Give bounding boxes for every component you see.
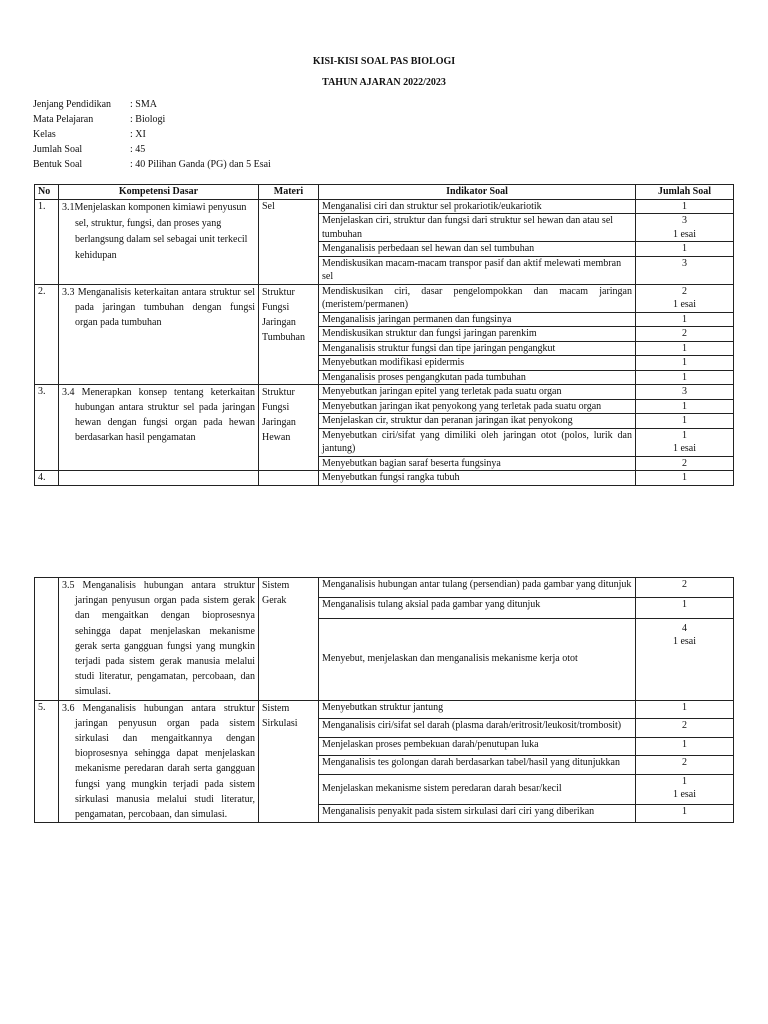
- row-number: 5.: [35, 700, 59, 823]
- indikator-cell: Menjelaskan proses pembekuan darah/penutupan luka: [319, 737, 636, 756]
- meta-label: Mata Pelajaran: [33, 114, 94, 125]
- jumlah-cell: [636, 341, 734, 356]
- indikator-cell: Menyebutkan bagian saraf beserta fungsinya: [319, 456, 636, 471]
- jumlah-pg: 3: [682, 215, 687, 226]
- indikator-cell: Menganalisis jaringan permanen dan fungsinya: [319, 312, 636, 327]
- materi-cell: Struktur Fungsi Jaringan Hewan: [259, 385, 319, 471]
- table-header-row: [35, 185, 734, 200]
- jumlah-pg: 1: [682, 200, 687, 212]
- jumlah-cell: [636, 414, 734, 429]
- jumlah-pg: 1: [682, 342, 687, 354]
- indikator-cell: Menyebutkan jaringan epitel yang terletak pada suatu organ: [319, 385, 636, 400]
- meta-label: Jumlah Soal: [33, 144, 83, 155]
- meta-row: [33, 157, 271, 172]
- jumlah-pg: 1: [682, 599, 687, 611]
- jumlah-pg: 1: [682, 313, 687, 325]
- kompetensi-dasar-cell: [59, 471, 259, 486]
- jumlah-pg: 2: [682, 457, 687, 469]
- jumlah-cell: [636, 312, 734, 327]
- jumlah-cell: [636, 774, 734, 804]
- jumlah-cell: [636, 199, 734, 214]
- indikator-cell: Mendiskusikan ciri, dasar pengelompokkan dan macam jaringan (meristem/permanen): [319, 284, 636, 312]
- document-title: KISI-KISI SOAL PAS BIOLOGI: [312, 56, 456, 67]
- jumlah-cell: [636, 756, 734, 775]
- indikator-cell: Menganalisis penyakit pada sistem sirkulasi dari ciri yang diberikan: [319, 804, 636, 823]
- jumlah-pg: 2: [682, 720, 687, 732]
- table-row: [35, 385, 734, 400]
- table-row: [35, 199, 734, 214]
- jumlah-pg: 2: [682, 757, 687, 769]
- row-number: 4.: [35, 471, 59, 486]
- row-number: 2.: [35, 284, 59, 385]
- materi-cell: Sistem Gerak: [259, 578, 319, 701]
- jumlah-cell: [636, 456, 734, 471]
- meta-label: Bentuk Soal: [33, 159, 83, 170]
- jumlah-pg: 3: [682, 257, 687, 269]
- jumlah-cell: [636, 598, 734, 618]
- indikator-cell: Menganalisis tes golongan darah berdasarkan tabel/hasil yang ditunjukkan: [319, 756, 636, 775]
- jumlah-pg: 1: [682, 357, 687, 368]
- indikator-cell: Menyebutkan fungsi rangka tubuh: [319, 471, 636, 486]
- jumlah-cell: [636, 471, 734, 486]
- indikator-cell: Menjelaskan cir, struktur dan peranan jaringan ikat penyokong: [319, 414, 636, 429]
- header-jumlah-soal: Jumlah Soal: [636, 185, 734, 200]
- jumlah-cell: [636, 385, 734, 400]
- jumlah-cell: [636, 737, 734, 756]
- jumlah-cell: [636, 578, 734, 598]
- jumlah-pg: 1: [682, 243, 687, 254]
- materi-cell: Sistem Sirkulasi: [259, 700, 319, 823]
- jumlah-pg: 1: [682, 472, 687, 483]
- table-row: [35, 284, 734, 312]
- jumlah-pg: 1: [682, 701, 687, 713]
- jumlah-pg: 2: [682, 285, 687, 297]
- jumlah-esai: 1 esai: [672, 443, 697, 454]
- jumlah-cell: [636, 700, 734, 719]
- meta-row: [33, 127, 271, 142]
- jumlah-cell: [636, 284, 734, 312]
- meta-label: Jenjang Pendidikan: [33, 99, 112, 110]
- jumlah-esai: 1 esai: [672, 789, 697, 801]
- row-number: [35, 578, 59, 701]
- indikator-cell: Menganalisis hubungan antar tulang (persendian) pada gambar yang ditunjuk: [319, 578, 636, 598]
- row-number: 1.: [35, 199, 59, 284]
- jumlah-cell: [636, 804, 734, 823]
- meta-value: : SMA: [130, 99, 157, 110]
- jumlah-cell: [636, 214, 734, 242]
- table-row: [35, 700, 734, 719]
- meta-row: [33, 97, 271, 112]
- meta-value: : 40 Pilihan Ganda (PG) dan 5 Esai: [130, 159, 271, 170]
- jumlah-pg: 2: [682, 328, 687, 339]
- indikator-cell: Mendiskusikan macam-macam transpor pasif dan aktif melewati membran sel: [319, 256, 636, 284]
- document-subtitle: TAHUN AJARAN 2022/2023: [322, 77, 446, 88]
- jumlah-esai: 1 esai: [672, 636, 697, 648]
- materi-cell: [259, 471, 319, 486]
- jumlah-esai: 1 esai: [672, 228, 697, 240]
- indikator-cell: Mendiskusikan struktur dan fungsi jaringan parenkim: [319, 327, 636, 342]
- jumlah-pg: 1: [682, 415, 687, 426]
- kisi-kisi-table-2: [34, 577, 734, 823]
- jumlah-cell: [636, 242, 734, 257]
- kompetensi-dasar-cell: 3.1Menjelaskan komponen kimiawi penyusun sel, struktur, fungsi, dan proses yang berlangsung dalam sel sebagai unit terkecil kehidupan: [59, 199, 259, 284]
- jumlah-esai: 1 esai: [672, 299, 697, 310]
- indikator-cell: Menganalisis proses pengangkutan pada tumbuhan: [319, 370, 636, 385]
- meta-row: [33, 112, 271, 127]
- kisi-kisi-table-1: [34, 184, 734, 486]
- jumlah-pg: 1: [682, 805, 687, 817]
- jumlah-pg: 1: [682, 738, 687, 750]
- meta-value: : 45: [130, 144, 146, 155]
- meta-value: : Biologi: [130, 114, 166, 125]
- kompetensi-dasar-cell: 3.5 Menganalisis hubungan antara struktur jaringan penyusun organ pada sistem gerak dan mengaitkan dengan bioprosesnya sehingga dapat menjelaskan mekanisme gerak serta gangguan fungsi yang mungkin terjadi pada sistem gerak manusia melalui studi literatur, pengamatan, percobaan, dan simulasi.: [59, 578, 259, 701]
- indikator-cell: Menyebutkan jaringan ikat penyokong yang terletak pada suatu organ: [319, 399, 636, 414]
- jumlah-pg: 4: [682, 622, 687, 634]
- kompetensi-dasar-cell: 3.6 Menganalisis hubungan antara struktur jaringan penyusun organ pada sistem sirkulasi dan mengaitkannya dengan bioprosesnya sehingga dapat menjelaskan mekanisme peredaran darah serta gangguan fungsi yang mungkin terjadi pada sistem sirkulasi manusia melalui studi literatur, pengamatan, percobaan, dan simulasi.: [59, 700, 259, 823]
- kompetensi-dasar-cell: 3.3 Menganalisis keterkaitan antara struktur sel pada jaringan tumbuhan dengan fungsi organ pada tumbuhan: [59, 284, 259, 385]
- indikator-cell: Menyebut, menjelaskan dan menganalisis mekanisme kerja otot: [319, 618, 636, 700]
- header-no: No: [35, 185, 59, 200]
- meta-row: [33, 142, 271, 157]
- indikator-cell: Menganalisi ciri dan struktur sel prokariotik/eukariotik: [319, 199, 636, 214]
- kompetensi-dasar-cell: 3.4 Menerapkan konsep tentang keterkaitan hubungan antara struktur sel pada jaringan hewan dengan fungsi organ pada hewan berdasarkan hasil pengamatan: [59, 385, 259, 471]
- materi-cell: Sel: [259, 199, 319, 284]
- jumlah-pg: 3: [682, 386, 687, 397]
- jumlah-cell: [636, 428, 734, 456]
- header-indikator-soal: Indikator Soal: [319, 185, 636, 200]
- meta-value: : XI: [130, 129, 146, 140]
- jumlah-cell: [636, 370, 734, 385]
- jumlah-pg: 1: [682, 429, 687, 441]
- indikator-cell: Menjelaskan ciri, struktur dan fungsi dari struktur sel hewan dan atau sel tumbuhan: [319, 214, 636, 242]
- table-row: [35, 578, 734, 598]
- indikator-cell: Menganalisis perbedaan sel hewan dan sel tumbuhan: [319, 242, 636, 257]
- jumlah-cell: [636, 256, 734, 284]
- meta-label: Kelas: [33, 129, 56, 140]
- indikator-cell: Menyebutkan ciri/sifat yang dimiliki oleh jaringan otot (polos, lurik dan jantung): [319, 428, 636, 456]
- document-meta: [33, 97, 271, 172]
- indikator-cell: Menganalisis tulang aksial pada gambar yang ditunjuk: [319, 598, 636, 618]
- jumlah-cell: [636, 719, 734, 738]
- jumlah-cell: [636, 356, 734, 371]
- materi-cell: Struktur Fungsi Jaringan Tumbuhan: [259, 284, 319, 385]
- indikator-cell: Menyebutkan struktur jantung: [319, 700, 636, 719]
- indikator-cell: Menyebutkan modifikasi epidermis: [319, 356, 636, 371]
- table-row: [35, 471, 734, 486]
- jumlah-cell: [636, 618, 734, 700]
- header-kompetensi-dasar: Kompetensi Dasar: [59, 185, 259, 200]
- jumlah-pg: 1: [682, 775, 687, 787]
- row-number: 3.: [35, 385, 59, 471]
- header-materi: Materi: [259, 185, 319, 200]
- jumlah-cell: [636, 327, 734, 342]
- indikator-cell: Menjelaskan mekanisme sistem peredaran darah besar/kecil: [319, 774, 636, 804]
- indikator-cell: Menganalisis struktur fungsi dan tipe jaringan pengangkut: [319, 341, 636, 356]
- jumlah-pg: 2: [682, 579, 687, 590]
- indikator-cell: Menganalisis ciri/sifat sel darah (plasma darah/eritrosit/leukosit/trombosit): [319, 719, 636, 738]
- jumlah-pg: 1: [682, 371, 687, 383]
- jumlah-pg: 1: [682, 400, 687, 412]
- jumlah-cell: [636, 399, 734, 414]
